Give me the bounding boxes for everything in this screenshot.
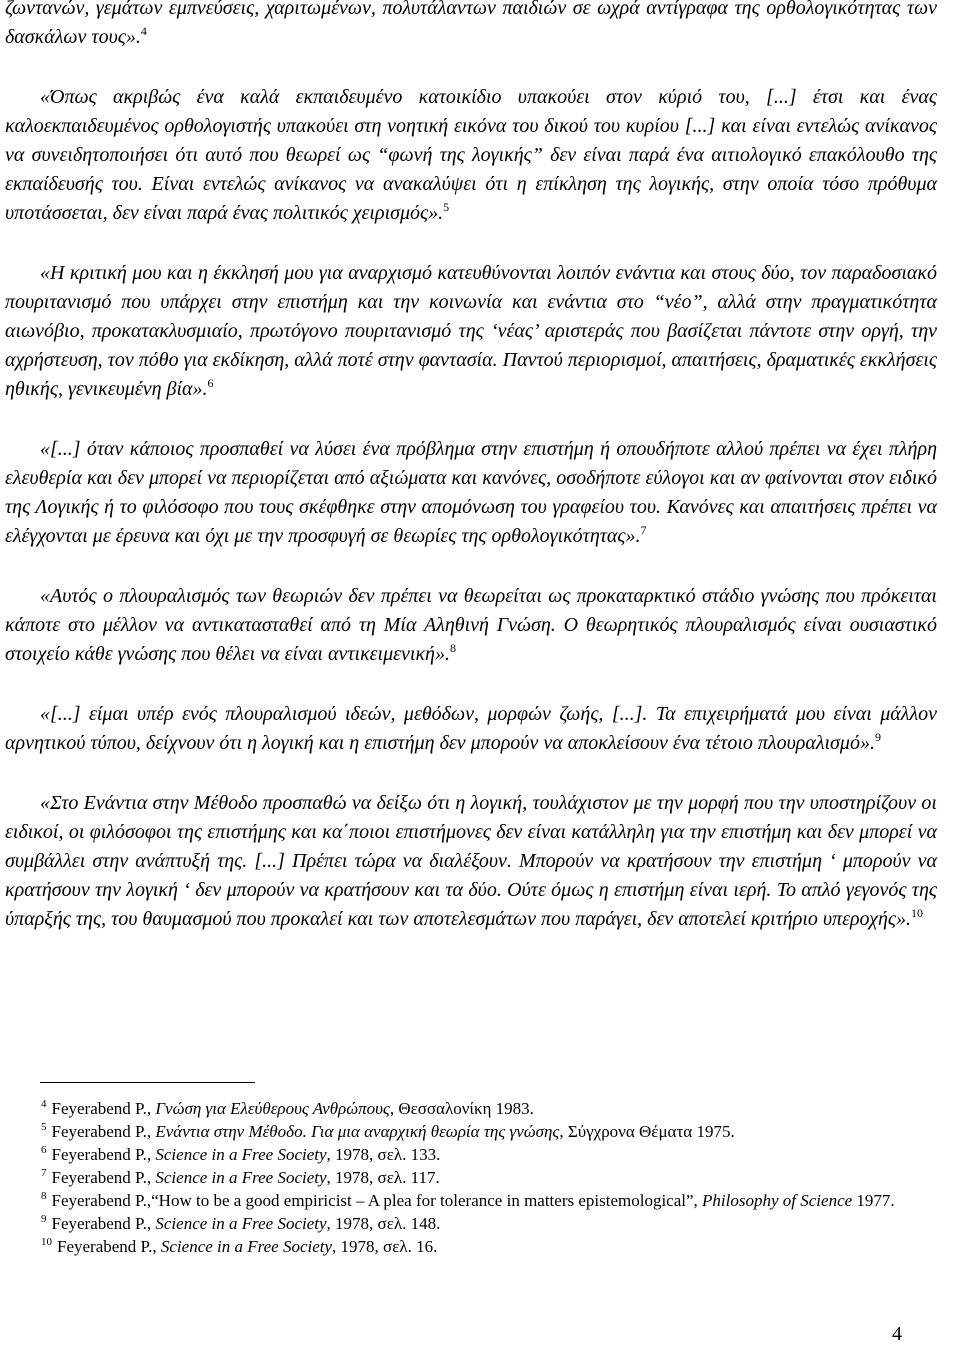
footnote-rest: , 1978, σελ. 133. [326, 1145, 441, 1164]
footnote-title: Science in a Free Society [155, 1214, 327, 1233]
footnote-author: Feyerabend P., [51, 1145, 156, 1164]
document-body [5, 0, 937, 965]
footnote-title: Science in a Free Society [160, 1237, 333, 1256]
footnote-rest: , Σύγχρονα Θέματα 1975. [559, 1122, 735, 1141]
footnote: 10 Feyerabend P., Science in a Free Society, 1978, σελ. 16. [41, 1236, 438, 1256]
footnote-author: Feyerabend P., [57, 1237, 161, 1256]
footnote: 4 Feyerabend P., Γνώση για Ελεύθερους Ανθρώπους, Θεσσαλονίκη 1983. [41, 1098, 534, 1118]
footnote: 6 Feyerabend P., Science in a Free Society, 1978, σελ. 133. [41, 1144, 441, 1164]
footnote-ref[interactable]: 10 [911, 906, 923, 920]
quote-paragraph [5, 700, 937, 758]
footnote-title: Science in a Free Society [155, 1145, 327, 1164]
footnotes-section [5, 1097, 937, 1258]
footnote: 7 Feyerabend P., Science in a Free Society, 1978, σελ. 117. [41, 1167, 440, 1187]
footnote-rest: , Θεσσαλονίκη 1983. [389, 1099, 534, 1118]
footnote-author: Feyerabend P., [51, 1168, 156, 1187]
paragraph-text: «Η κριτική μου και η έκκλησή μου για αναρχισμό κατευθύνονται λοιπόν ενάντια και στους δύο, τον παραδοσιακό πουριτανισμό που υπάρχει στην επιστήμη και την κοινωνία και ενάντια στο “νέο”, αλλά στην πραγματικότητα αιωνόβιο, προκατακλυσμιαίο, πρωτόγονο πουριτανισμό της ‘νέας’ αριστεράς που βασίζεται πάντοτε στην οργή, την αχρήστευση, τον πόθο για εκδίκηση, αλλά ποτέ στην φαντασία. Παντού περιορισμοί, απαιτήσεις, δραματικές εκκλήσεις ηθικής, γενικευμένη βία». [5, 262, 937, 400]
footnote-ref[interactable]: 7 [640, 523, 647, 537]
quote-paragraph [5, 0, 937, 52]
footnote-author: Feyerabend P., [51, 1099, 156, 1118]
footnote-ref[interactable]: 5 [443, 200, 450, 214]
paragraph-text: «Στο Ενάντια στην Μέθοδο προσπαθώ να δείξω ότι η λογική, τουλάχιστον με την μορφή που την υποστηρίζουν οι ειδικοί, οι φιλόσοφοι της επιστήμης και κα΄ποιοι επιστήμονες δεν είναι κατάλληλη για την επιστήμη και δεν μπορεί να συμβάλλει στην ανάπτυξή της. [...] Πρέπει τώρα να διαλέξουν. Μπορούν να κρατήσουν την επιστήμη ‘ μπορούν να κρατήσουν την λογική ‘ δεν μπορούν να κρατήσουν και τα δύο. Ούτε όμως η επιστήμη είναι ιερή. Το απλό γεγονός της ύπαρξής της, του θαυμασμού που προκαλεί και των αποτελεσμάτων που παράγει, δεν αποτελεί κριτήριο υπεροχής». [5, 792, 937, 930]
footnote-separator [40, 1082, 255, 1083]
footnote-title: Science in a Free Society [155, 1168, 327, 1187]
footnote-author: Feyerabend P., [51, 1214, 156, 1233]
paragraph-text: «[...] είμαι υπέρ ενός πλουραλισμού ιδεών, μεθόδων, μορφών ζωής, [...]. Τα επιχειρήματά μου είναι μάλλον αρνητικού τύπου, δείχνουν ότι η λογική και η επιστήμη δεν μπορούν να αποκλείσουν ένα τέτοιο πλουραλισμό». [5, 703, 937, 754]
quote-paragraph [5, 789, 937, 934]
footnote-title: Philosophy of Science [702, 1191, 853, 1210]
footnote: 5 Feyerabend P., Ενάντια στην Μέθοδο. Για μια αναρχική θεωρία της γνώσης, Σύγχρονα Θέματα 1975. [41, 1121, 735, 1141]
footnote-ref[interactable]: 6 [207, 376, 214, 390]
paragraph-text: «Όπως ακριβώς ένα καλά εκπαιδευμένο κατοικίδιο υπακούει στον κύριό του, [...] έτσι και ένας καλοεκπαιδευμένος ορθολογιστής υπακούει στη νοητική εικόνα του δικού του κυρίου [...] και είναι εντελώς ανίκανος να συνειδητοποιήσει ότι αυτό που θεωρεί ως “φωνή της λογικής” δεν είναι παρά ένα αιτιολογικό επακόλουθο της εκπαίδευσής του. Είναι εντελώς ανίκανος να ανακαλύψει ότι η επίκληση της λογικής, στην οποία τόσο πρόθυμα υποτάσσεται, δεν είναι παρά ένας πολιτικός χειρισμός». [5, 86, 937, 224]
paragraph-text: «[...] όταν κάποιος προσπαθεί να λύσει ένα πρόβλημα στην επιστήμη ή οπουδήποτε αλλού πρέπει να έχει πλήρη ελευθερία και δεν μπορεί να περιορίζεται από αξιώματα και κανόνες, οσοδήποτε εύλογοι και αν φαίνονται στον ειδικό της Λογικής ή το φιλόσοφο που τους σκέφθηκε στην απομόνωση του γραφείου του. Κανόνες και απαιτήσεις πρέπει να ελέγχονται με έρευνα και όχι με την προσφυγή σε θεωρίες της ορθολογικότητας». [5, 438, 937, 547]
footnote-title: Γνώση για Ελεύθερους Ανθρώπους [155, 1099, 390, 1118]
footnote-title: Ενάντια στην Μέθοδο. Για μια αναρχική θεωρία της γνώσης [155, 1122, 560, 1141]
footnote-author: Feyerabend P., [51, 1122, 156, 1141]
quote-paragraph [5, 259, 937, 404]
footnote-ref[interactable]: 9 [874, 730, 881, 744]
quote-paragraph [5, 582, 937, 669]
footnote: 9 Feyerabend P., Science in a Free Society, 1978, σελ. 148. [41, 1213, 441, 1233]
footnote: 8 Feyerabend P.,“How to be a good empiricist – A plea for tolerance in matters epistemological”, Philosophy of Science 1977. [41, 1190, 895, 1210]
paragraph-text: «Αυτός ο πλουραλισμός των θεωριών δεν πρέπει να θεωρείται ως προκαταρκτικό στάδιο γνώσης που πρόκειται κάποτε στο μέλλον να αντικατασταθεί από τη Μία Αληθινή Γνώση. Ο θεωρητικός πλουραλισμός είναι ουσιαστικό στοιχείο κάθε γνώσης που θέλει να είναι αντικειμενική». [5, 585, 937, 665]
footnote-rest: , 1978, σελ. 117. [326, 1168, 440, 1187]
quote-paragraph [5, 435, 937, 551]
paragraph-text: ζωντανών, γεμάτων εμπνεύσεις, χαριτωμένων, πολυτάλαντων παιδιών σε ωχρά αντίγραφα της ορθολογικότητας των δασκάλων τους». [5, 0, 937, 48]
footnote-ref[interactable]: 8 [449, 641, 456, 655]
footnote-rest: , 1978, σελ. 16. [332, 1237, 438, 1256]
footnote-rest: 1977. [852, 1191, 895, 1210]
footnote-rest: , 1978, σελ. 148. [326, 1214, 441, 1233]
footnote-author: Feyerabend P.,“How to be a good empiricist – A plea for tolerance in matters epistemological”, [51, 1191, 703, 1210]
page-number: 4 [892, 1323, 902, 1345]
footnote-ref[interactable]: 4 [140, 24, 147, 38]
quote-paragraph [5, 83, 937, 228]
